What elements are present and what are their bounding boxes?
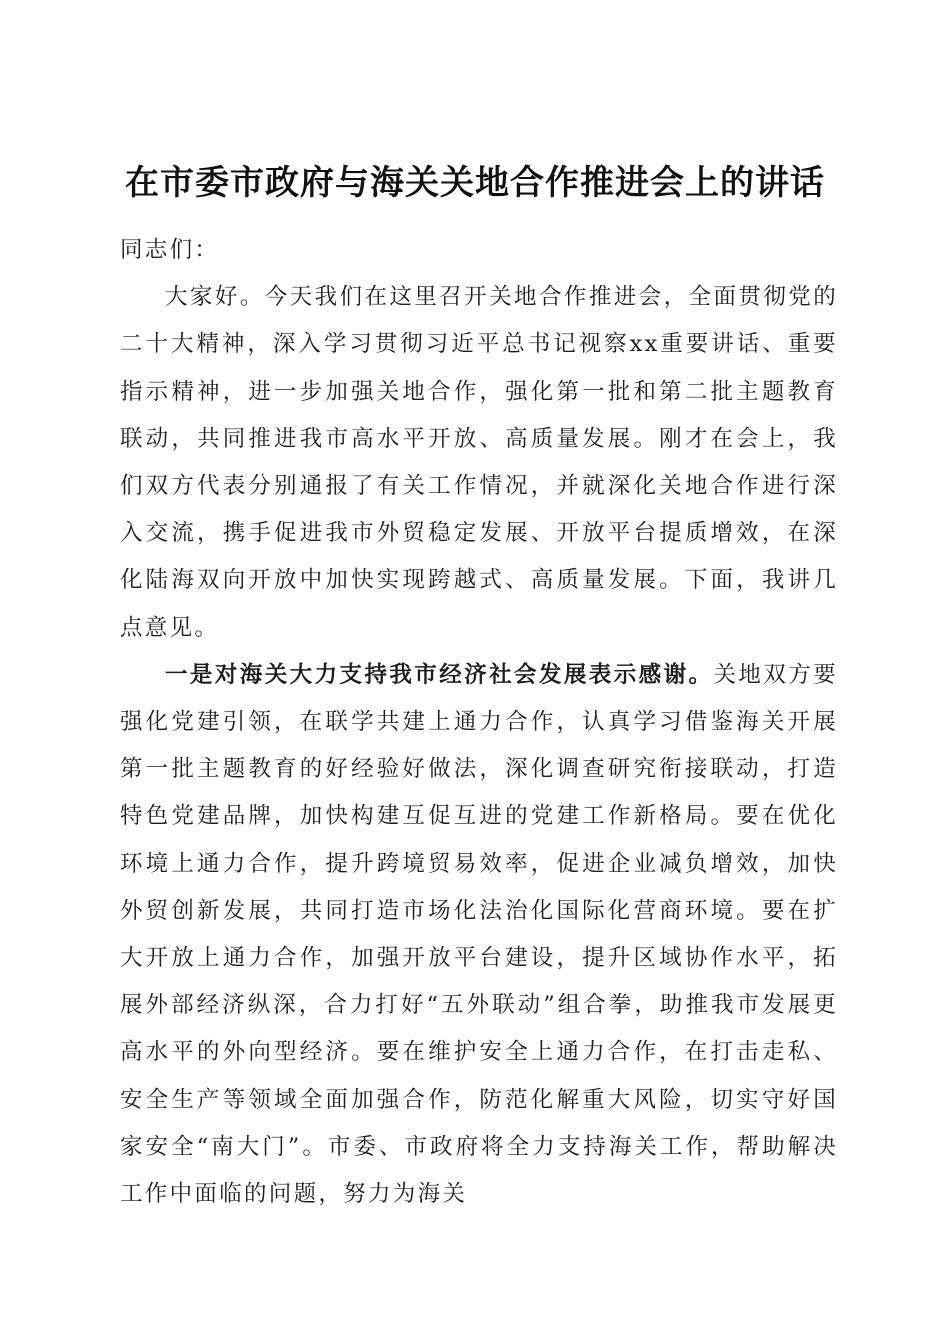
paragraph-point-one — [120, 652, 838, 1218]
page-title: 在市委市政府与海关关地合作推进会上的讲话 — [125, 162, 825, 203]
document-body — [120, 227, 838, 1218]
salutation: 同志们： — [120, 237, 220, 263]
paragraph-text: 大家好。今天我们在这里召开关地合作推进会，全面贯彻党的二十大精神，深入学习贯彻习近平总书记视察xx重要讲话、重要指示精神，进一步加强关地合作，强化第一批和第二批主题教育联动，共同推进我市高水平开放、高质量发展。刚才在会上，我们双方代表分别通报了有关工作情况，并就深化关地合作进行深入交流，携手促进我市外贸稳定发展、开放平台提质增效，在深化陆海双向开放中加快实现跨越式、高质量发展。下面，我讲几点意见。 — [120, 284, 838, 641]
paragraph-opening — [120, 274, 838, 652]
paragraph-text: 关地双方要强化党建引领，在联学共建上通力合作，认真学习借鉴海关开展第一批主题教育的好经验好做法，深化调查研究衔接联动，打造特色党建品牌，加快构建互促互进的党建工作新格局。要在优化环境上通力合作，提升跨境贸易效率，促进企业减负增效，加快外贸创新发展，共同打造市场化法治化国际化营商环境。要在扩大开放上通力合作，加强开放平台建设，提升区域协作水平，拓展外部经济纵深，合力打好“五外联动”组合拳，助推我市发展更高水平的外向型经济。要在维护安全上通力合作，在打击走私、安全生产等领域全面加强合作，防范化解重大风险，切实守好国家安全“南大门”。市委、市政府将全力支持海关工作，帮助解决工作中面临的问题，努力为海关 — [120, 661, 838, 1208]
paragraph-lead-sentence: 一是对海关大力支持我市经济社会发展表示感谢。 — [165, 661, 714, 688]
